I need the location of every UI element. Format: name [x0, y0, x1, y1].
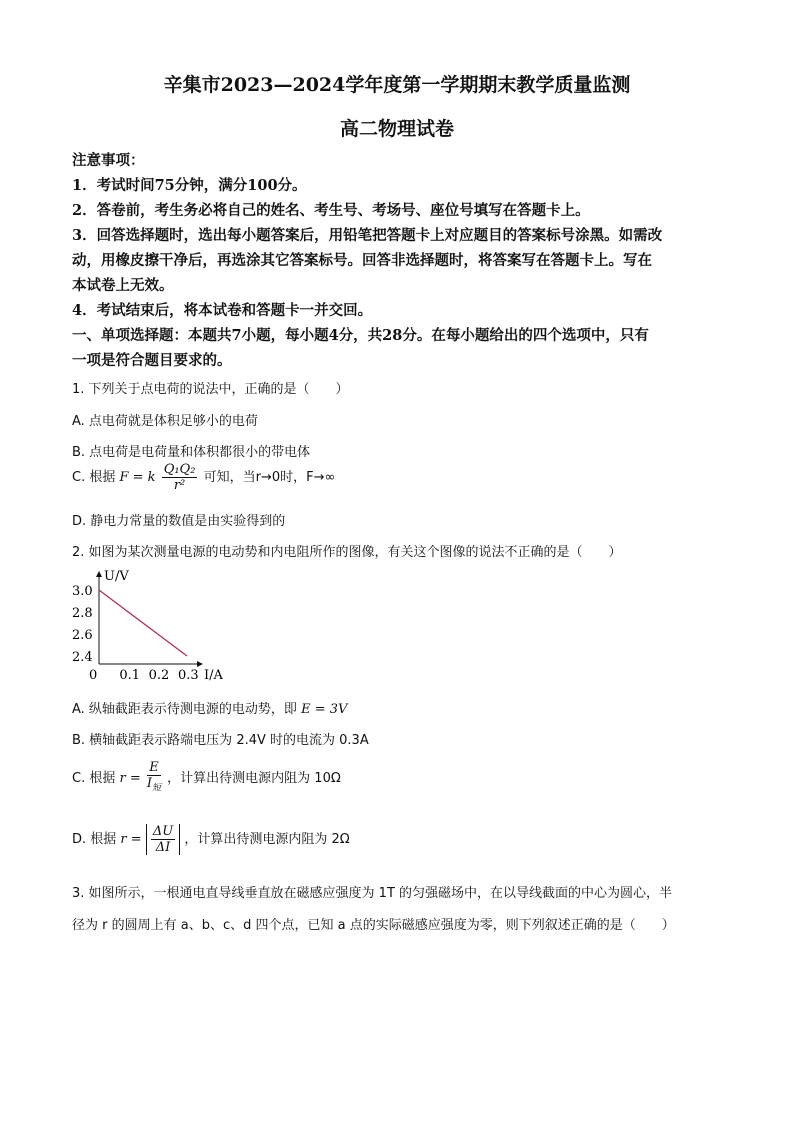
q2-option-c — [72, 760, 341, 797]
q2-d-fraction — [151, 824, 175, 855]
q2-option-a — [72, 698, 347, 717]
exam-title: 辛集市2023—2024学年度第一学期期末教学质量监测 — [163, 74, 631, 96]
q2-c-den-sub: 短 — [152, 783, 162, 794]
q3-line-2: 径为 r 的圆周上有 a、b、c、d 四个点，已知 a 点的实际磁感应强度为零，则下列叙述正确的是（ ） — [72, 918, 675, 933]
q2-a-prefix: A. 纵轴截距表示待测电源的电动势，即 — [72, 702, 297, 717]
y-tick-label: 2.6 — [72, 628, 93, 643]
q2-option-d — [72, 824, 350, 855]
exam-subtitle: 高二物理试卷 — [339, 118, 454, 140]
x-tick-label: 0 — [89, 668, 98, 683]
q1-stem: 1. 下列关于点电荷的说法中，正确的是（ ） — [72, 382, 349, 397]
q2-c-den-main: I — [146, 776, 153, 791]
y-tick-label: 3.0 — [72, 584, 93, 599]
q2-d-absolute — [146, 824, 180, 855]
q2-c-denominator — [147, 776, 161, 797]
q2-c-suffix: ，计算出待测电源内阻为 10Ω — [167, 770, 341, 786]
q1-option-d: D. 静电力常量的数值是由实验得到的 — [72, 514, 286, 529]
y-axis-label: U/V — [104, 569, 129, 584]
x-tick-label: 0.3 — [178, 668, 199, 683]
q2-c-lhs: r = — [119, 770, 141, 786]
q2-d-denominator: ΔI — [155, 840, 171, 855]
u-i-graph — [72, 566, 242, 686]
q2-c-numerator: E — [147, 760, 161, 776]
q1-c-numerator: Q₁Q₂ — [163, 462, 196, 477]
note-3-line-1: 3．回答选择题时，选出每小题答案后，用铅笔把答题卡上对应题目的答案标号涂黑。如需改 — [72, 227, 663, 244]
section-1-line-2: 一项是符合题目要求的。 — [72, 352, 232, 369]
x-tick-label: 0.1 — [119, 668, 141, 683]
note-2: 2．答卷前，考生务必将自己的姓名、考生号、考场号、座位号填写在答题卡上。 — [72, 202, 590, 219]
series-line — [99, 590, 187, 656]
q2-a-formula: E = 3V — [301, 702, 348, 717]
x-tick-label: 0.2 — [148, 668, 170, 683]
q2-stem: 2. 如图为某次测量电源的电动势和内电阻所作的图像，有关这个图像的说法不正确的是（ ） — [72, 545, 622, 560]
q1-c-prefix: C. 根据 — [72, 470, 116, 485]
q1-c-suffix: 可知，当r→0时，F→∞ — [203, 470, 336, 485]
q2-d-numerator: ΔU — [152, 824, 174, 839]
note-1: 1．考试时间75分钟，满分100分。 — [72, 177, 307, 194]
y-tick-label: 2.8 — [72, 606, 93, 621]
note-3-line-2: 动，用橡皮擦干净后，再选涂其它答案标号。回答非选择题时，将答案写在答题卡上。写在 — [72, 252, 652, 269]
note-3-line-3: 本试卷上无效。 — [72, 277, 174, 294]
q2-d-suffix: ，计算出待测电源内阻为 2Ω — [184, 832, 350, 847]
q1-c-fraction — [162, 462, 198, 493]
q1-option-b: B. 点电荷是电荷量和体积都很小的带电体 — [72, 445, 311, 460]
q2-option-b: B. 横轴截距表示路端电压为 2.4V 时的电流为 0.3A — [72, 733, 369, 748]
q2-d-lhs: r = — [120, 832, 142, 847]
q1-option-c — [72, 462, 335, 493]
y-tick-label: 2.4 — [72, 650, 93, 665]
q1-c-denominator: r² — [173, 478, 186, 493]
q2-c-fraction — [147, 760, 161, 797]
section-1-line-1: 一、单项选择题：本题共7小题，每小题4分，共28分。在每小题给出的四个选项中，只有 — [72, 327, 649, 344]
q3-line-1: 3. 如图所示，一根通电直导线垂直放在磁感应强度为 1T 的匀强磁场中，在以导线截面的中心为圆心，半 — [72, 886, 673, 901]
q1-option-a: A. 点电荷就是体积足够小的电荷 — [72, 414, 258, 429]
x-axis-label: I/A — [204, 668, 223, 683]
notes-heading: 注意事项： — [72, 152, 145, 169]
q2-c-prefix: C. 根据 — [72, 770, 116, 786]
q2-d-prefix: D. 根据 — [72, 832, 117, 847]
q1-c-formula-lhs: F = k — [119, 470, 156, 485]
note-4: 4．考试结束后，将本试卷和答题卡一并交回。 — [72, 302, 373, 319]
